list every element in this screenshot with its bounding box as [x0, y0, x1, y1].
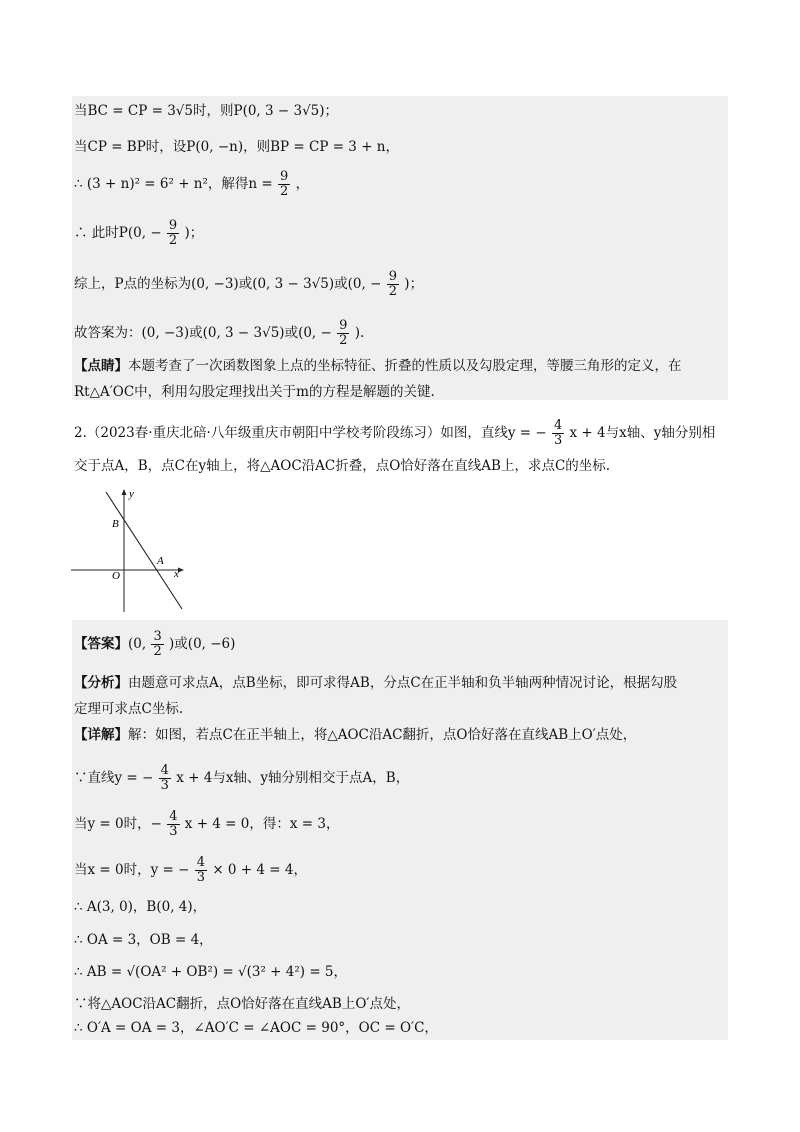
- fraction-numerator: 9: [339, 318, 348, 333]
- detail-line: [74, 810, 339, 839]
- fraction: [159, 764, 171, 793]
- problem-line: 交于点A，B，点C在y轴上，将△AOC沿AC折叠，点O恰好落在直线AB上，求点C的坐标.: [74, 458, 611, 474]
- fraction: [387, 270, 399, 299]
- text-line: [74, 170, 309, 199]
- text-segment: 由题意可求点A，点B坐标，即可求得AB，分点C在正半轴和负半轴两种情况讨论，根据勾股: [128, 675, 678, 691]
- fraction: [337, 319, 349, 348]
- coordinate-figure: [66, 482, 196, 614]
- analysis-line: 定理可求点C坐标.: [74, 701, 184, 717]
- text-segment: )或(0, −6): [169, 636, 236, 652]
- text-segment: 综上，P点的坐标为(0, −3)或(0, 3 − 3√5)或(0, −: [74, 276, 382, 292]
- text-segment: x + 4与x轴、y轴分别相交于点A，B，: [176, 770, 410, 786]
- fraction-numerator: 4: [160, 763, 169, 778]
- fraction-numerator: 3: [153, 629, 162, 644]
- text-segment: ∵直线y = −: [74, 770, 154, 786]
- text-segment: 当y = 0时，−: [74, 816, 162, 832]
- fraction-denominator: 3: [160, 778, 169, 793]
- text-segment: × 0 + 4 = 4，: [212, 862, 307, 878]
- text-segment: ).: [354, 325, 365, 341]
- text-segment: )；: [184, 225, 204, 241]
- detail-line: ∴ AB = √(OA² + OB²) = √(3² + 4²) = 5，: [74, 964, 348, 980]
- text-line: 当CP = BP时，设P(0, −n)，则BP = CP = 3 + n，: [74, 139, 399, 155]
- fraction: [151, 630, 163, 659]
- fraction-numerator: 9: [388, 269, 397, 284]
- fraction-denominator: 2: [168, 233, 178, 248]
- tag-note: 【点睛】: [74, 358, 128, 374]
- answer-line: [74, 630, 235, 659]
- fraction: [195, 856, 207, 885]
- fraction-denominator: 2: [388, 284, 397, 299]
- detail-line: [74, 856, 307, 885]
- text-line: Rt△A′OC中，利用勾股定理找出关于m的方程是解题的关键.: [74, 384, 435, 400]
- line-ab: [106, 492, 182, 609]
- fraction-denominator: 2: [280, 184, 289, 199]
- text-line: 当BC = CP = 3√5时，则P(0, 3 − 3√5)；: [74, 103, 339, 119]
- text-segment: )；: [404, 276, 424, 292]
- text-line: [74, 219, 203, 248]
- tag-analysis: 【分析】: [74, 675, 128, 691]
- fraction-numerator: 4: [196, 855, 206, 870]
- y-axis-label: y: [129, 488, 134, 500]
- fraction-numerator: 9: [168, 218, 178, 233]
- detail-line: [74, 725, 636, 745]
- fraction-denominator: 3: [196, 870, 206, 885]
- fraction: [278, 170, 290, 199]
- fraction-numerator: 4: [169, 809, 178, 824]
- tag-answer: 【答案】: [74, 636, 128, 652]
- text-segment: x + 4与x轴、y轴分别相: [569, 425, 716, 441]
- text-line: [74, 270, 423, 299]
- y-axis-arrow: [122, 489, 127, 495]
- text-segment: 故答案为：(0, −3)或(0, 3 − 3√5)或(0, −: [74, 325, 332, 341]
- text-segment: ，: [295, 176, 310, 192]
- x-axis-arrow: [178, 568, 184, 573]
- fraction-denominator: 3: [169, 824, 178, 839]
- x-axis-label: x: [174, 568, 179, 580]
- text-line: [74, 319, 364, 348]
- fraction-numerator: 9: [280, 169, 289, 184]
- fraction-numerator: 4: [553, 418, 563, 433]
- text-segment: 当x = 0时，y = −: [74, 862, 190, 878]
- origin-label: O: [112, 570, 120, 582]
- detail-line: ∴ A(3, 0)，B(0, 4)，: [74, 899, 207, 915]
- text-segment: 解：如图，若点C在正半轴上，将△AOC沿AC翻折，点O恰好落在直线AB上O′点处，: [128, 727, 637, 743]
- fraction: [552, 419, 564, 448]
- detail-line: ∵将△AOC沿AC翻折，点O恰好落在直线AB上O′点处，: [74, 996, 410, 1012]
- detail-line: ∴ O′A = OA = 3，∠AO′C = ∠AOC = 90°，OC = O′C，: [74, 1020, 438, 1036]
- text-segment: (0,: [128, 636, 147, 652]
- tag-detail: 【详解】: [74, 727, 128, 743]
- fraction-denominator: 2: [339, 333, 348, 348]
- fraction-denominator: 3: [553, 433, 563, 448]
- text-segment: ∴ (3 + n)² = 6² + n²，解得n =: [74, 176, 273, 192]
- point-b-label: B: [112, 518, 119, 530]
- detail-line: ∴ OA = 3，OB = 4，: [74, 932, 213, 948]
- text-segment: ∴ 此时P(0, −: [74, 225, 162, 241]
- point-a-label: A: [157, 555, 164, 567]
- text-segment: 2.（2023春·重庆北碚·八年级重庆市朝阳中学校考阶段练习）如图，直线y = −: [74, 425, 547, 441]
- fraction: [167, 219, 179, 248]
- analysis-line: [74, 673, 677, 693]
- fraction-denominator: 2: [153, 644, 162, 659]
- text-segment: x + 4 = 0，得：x = 3，: [184, 816, 340, 832]
- detail-line: [74, 764, 409, 793]
- fraction: [167, 810, 179, 839]
- text-segment: 本题考查了一次函数图象上点的坐标特征、折叠的性质以及勾股定理，等腰三角形的定义，在: [128, 358, 682, 374]
- text-line: [74, 356, 682, 376]
- problem-line: [74, 419, 715, 448]
